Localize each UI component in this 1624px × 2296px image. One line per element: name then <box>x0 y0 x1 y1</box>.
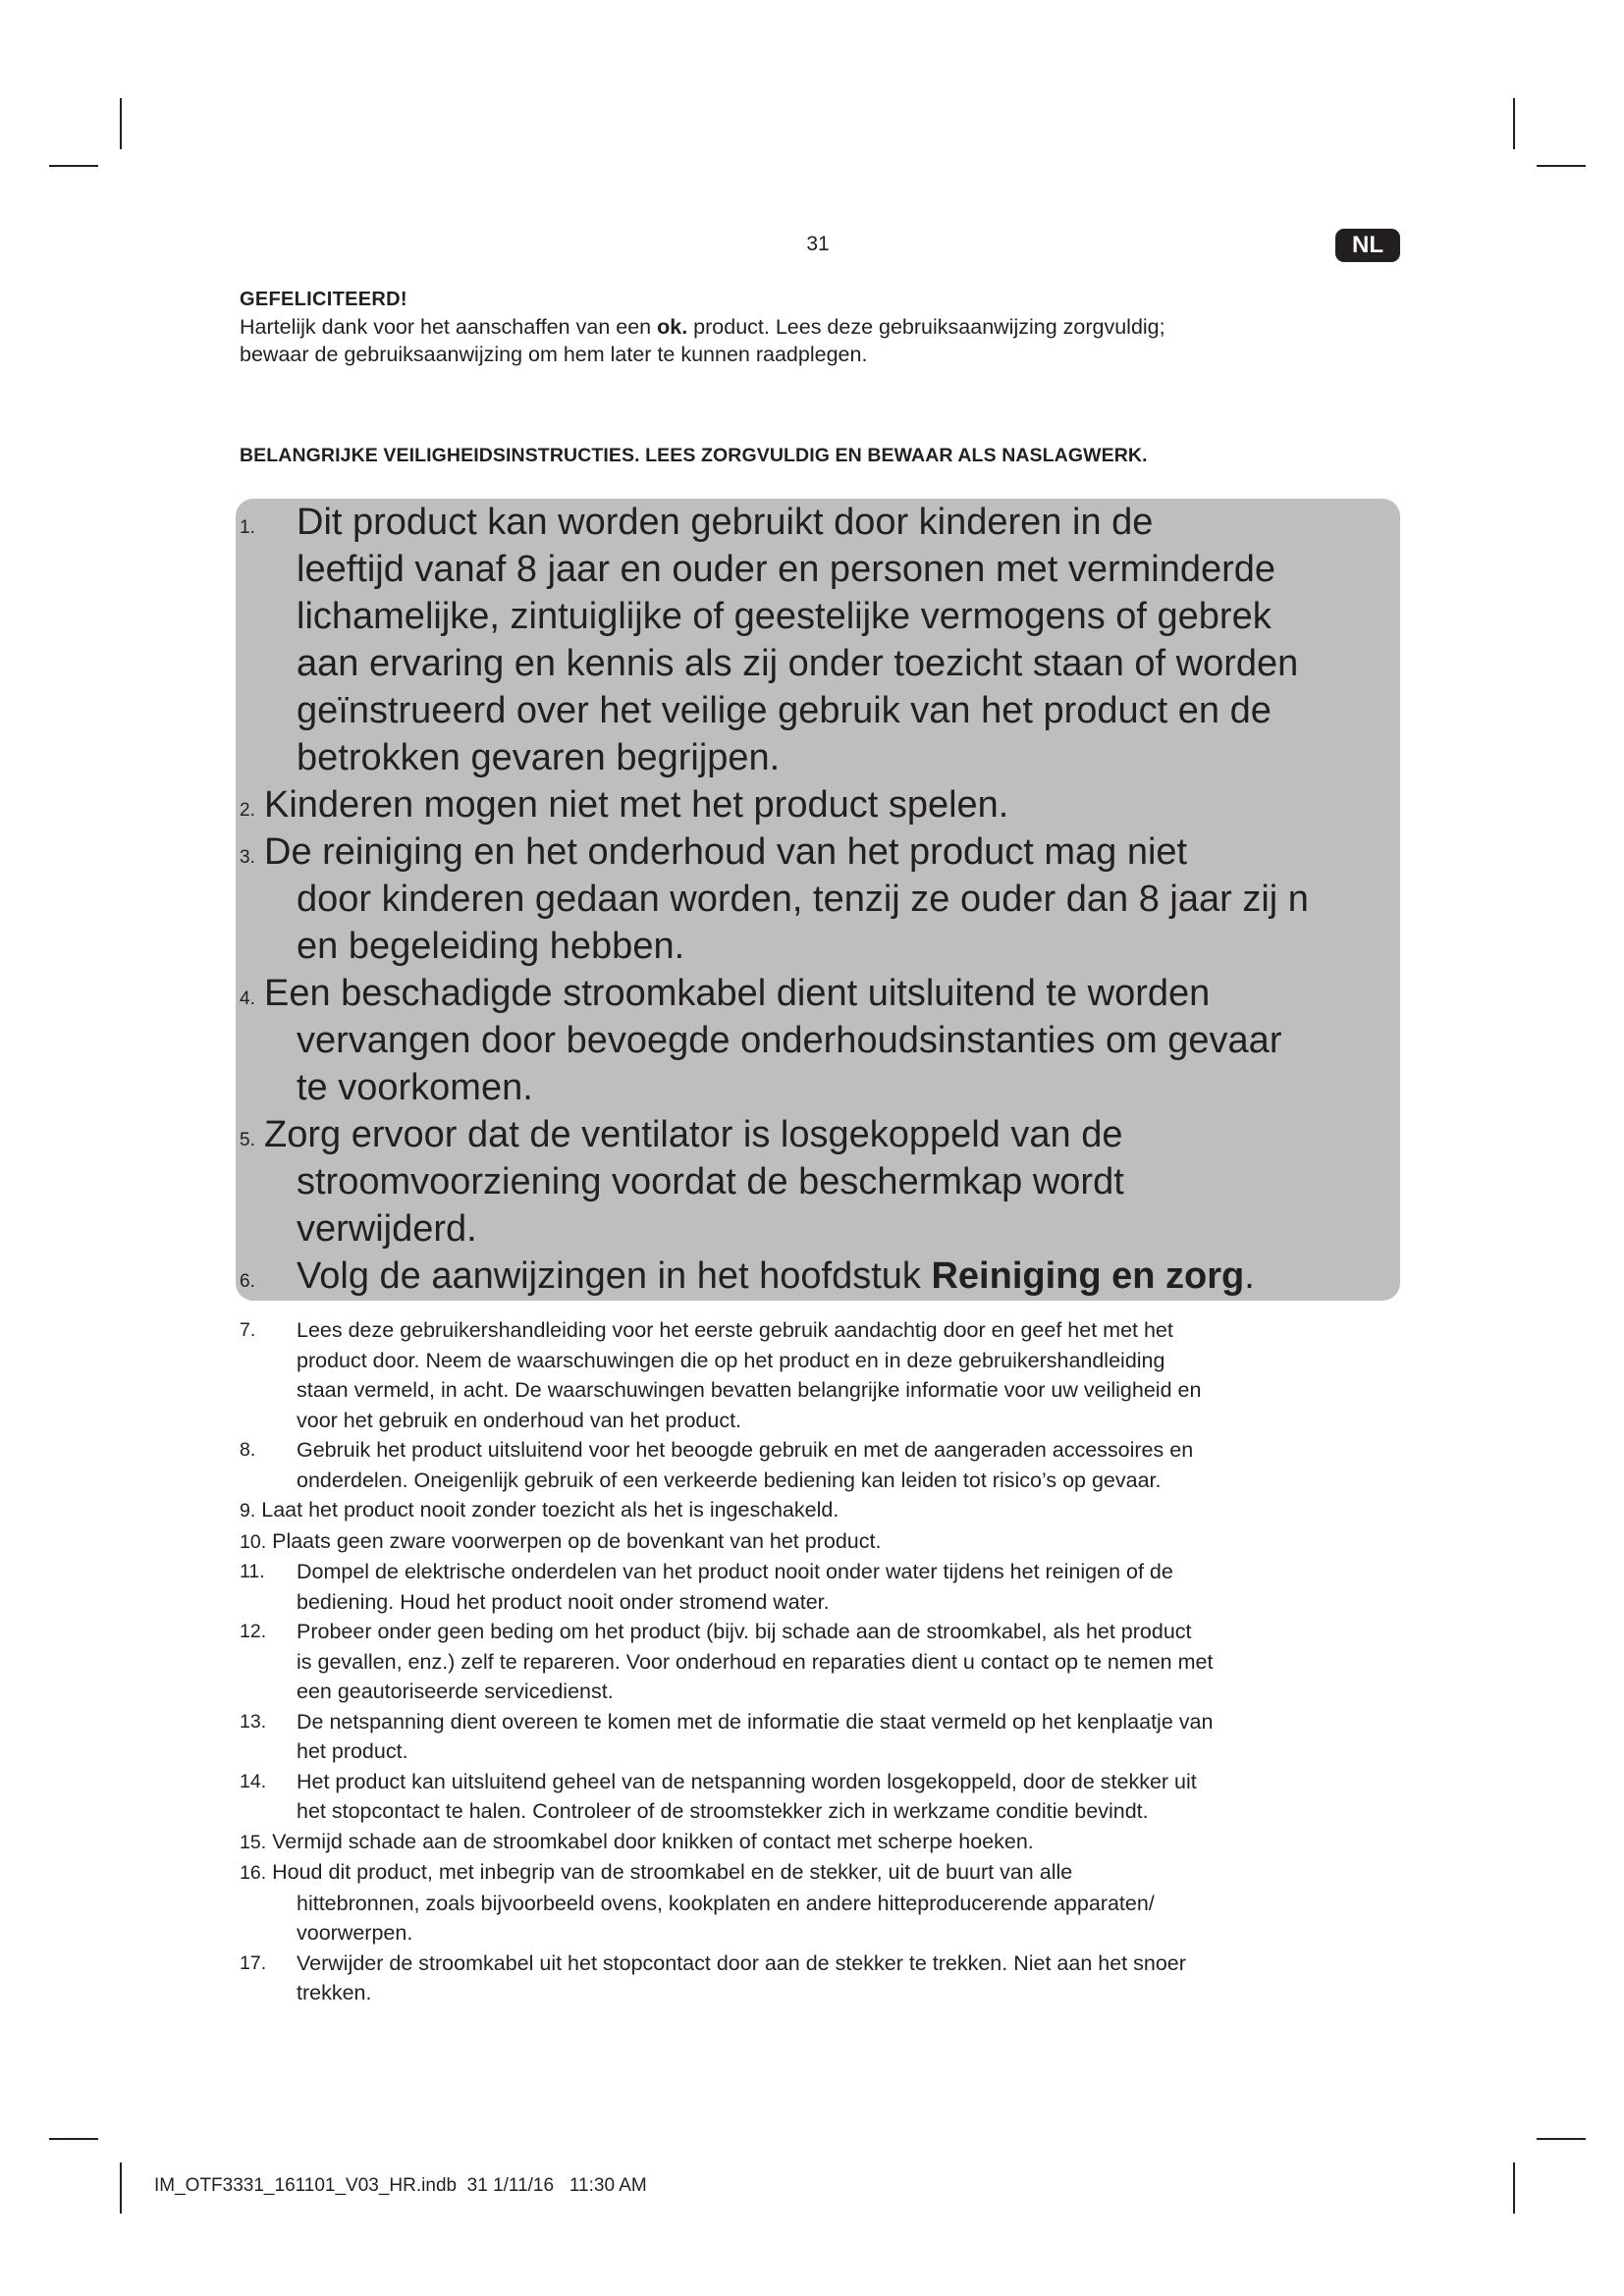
warning-line: Kinderen mogen niet met het product spelen. <box>264 784 1009 826</box>
warning-line: De reiniging en het onderhoud van het product mag niet <box>264 831 1188 873</box>
warning-line: te voorkomen. <box>297 1067 533 1108</box>
crop-mark-top-right-vertical <box>1513 98 1515 149</box>
language-badge: NL <box>1335 229 1400 262</box>
warning-line: Zorg ervoor dat de ventilator is losgekoppeld van de <box>264 1114 1123 1155</box>
instruction-item <box>240 1857 1418 1949</box>
instruction-line: Laat het product nooit zonder toezicht als het is ingeschakeld. <box>261 1498 839 1522</box>
instruction-item <box>240 1767 1418 1827</box>
instruction-number: 11. <box>240 1561 265 1582</box>
instruction-line: trekken. <box>297 1981 372 2004</box>
crop-mark-bottom-right-vertical <box>1513 2163 1515 2214</box>
instruction-line: Verwijder de stroomkabel uit het stopcontact door aan de stekker te trekken. Niet aan het snoer <box>297 1950 1186 1975</box>
safety-heading: BELANGRIJKE VEILIGHEIDSINSTRUCTIES. LEES ZORGVULDIG EN BEWAAR ALS NASLAGWERK. <box>240 445 1148 466</box>
intro-text-part: product. Lees deze gebruiksaanwijzing zorgvuldig; <box>687 315 1165 339</box>
brand-name: ok. <box>657 315 688 339</box>
warning-item <box>236 828 1473 970</box>
instruction-line: Plaats geen zware voorwerpen op de bovenkant van het product. <box>272 1528 882 1553</box>
instruction-item <box>240 1827 1418 1858</box>
instruction-number: 9. <box>240 1500 256 1522</box>
crop-mark-top-left-horizontal <box>49 165 98 167</box>
instruction-line: Houd dit product, met inbegrip van de stroomkabel en de stekker, uit de buurt van alle <box>272 1860 1073 1884</box>
warning-item-number: 4. <box>240 988 255 1009</box>
instruction-item <box>240 1435 1418 1495</box>
instruction-item <box>240 1495 1418 1526</box>
warning-item <box>236 781 1473 828</box>
warning-line: verwijderd. <box>297 1208 477 1250</box>
instruction-number: 17. <box>240 1951 267 1974</box>
instruction-item <box>240 1949 1418 2008</box>
instruction-line: Lees deze gebruikershandleiding voor het eerste gebruik aandachtig door en geef het met het <box>297 1318 1173 1342</box>
warning-item-number: 1. <box>240 517 255 538</box>
instruction-line: het product. <box>297 1739 408 1763</box>
instruction-number: 12. <box>240 1621 267 1642</box>
footer-time: 11:30 AM <box>568 2175 647 2196</box>
warning-line: leeftijd vanaf 8 jaar en ouder en personen met verminderde <box>297 549 1276 590</box>
warning-line: Dit product kan worden gebruikt door kinderen in de <box>297 502 1154 543</box>
instruction-item <box>240 1526 1418 1558</box>
warning-line: betrokken gevaren begrijpen. <box>297 737 781 778</box>
crop-mark-bottom-right-horizontal <box>1537 2138 1586 2140</box>
instruction-line: het stopcontact te halen. Controleer of de stroomstekker zich in werkzame conditie bevindt. <box>297 1799 1149 1823</box>
warning-line: lichamelijke, zintuiglijke of geestelijke vermogens of gebrek <box>297 596 1272 637</box>
warning-item <box>236 499 1473 781</box>
warning-line <box>297 1253 1473 1300</box>
instruction-line: hittebronnen, zoals bijvoorbeeld ovens, kookplaten en andere hitteproducerende apparaten/ <box>297 1891 1155 1915</box>
warning-line: Een beschadigde stroomkabel dient uitsluitend te worden <box>264 973 1211 1014</box>
warning-item <box>236 970 1473 1111</box>
instruction-number: 7. <box>240 1319 256 1341</box>
print-footer <box>154 2174 647 2198</box>
footer-date: 1/11/16 <box>493 2175 555 2196</box>
instruction-number: 15. <box>240 1831 267 1853</box>
warning-item-number: 6. <box>240 1271 255 1292</box>
instruction-number: 13. <box>240 1710 267 1733</box>
instruction-line: een geautoriseerde servicedienst. <box>297 1680 614 1703</box>
warning-line: stroomvoorziening voordat de beschermkap wordt <box>297 1161 1124 1202</box>
instruction-line: De netspanning dient overeen te komen met de informatie die staat vermeld op het kenplaatje van <box>297 1709 1214 1734</box>
instruction-line: voor het gebruik en onderhoud van het product. <box>297 1408 742 1432</box>
warning-item-number: 3. <box>240 847 255 868</box>
warning-text: Volg de aanwijzingen in het hoofdstuk <box>297 1255 932 1297</box>
intro-title: GEFELICITEERD! <box>240 289 407 310</box>
crop-mark-top-left-vertical <box>120 98 122 149</box>
warning-line: vervangen door bevoegde onderhoudsinstanties om gevaar <box>297 1020 1282 1061</box>
intro-text-line2: bewaar de gebruiksaanwijzing om hem later te kunnen raadplegen. <box>240 343 868 366</box>
instruction-line: Vermijd schade aan de stroomkabel door knikken of contact met scherpe hoeken. <box>272 1829 1034 1853</box>
instruction-number: 16. <box>240 1862 267 1884</box>
warning-line: door kinderen gedaan worden, tenzij ze ouder dan 8 jaar zij n <box>297 879 1309 920</box>
instruction-line: Probeer onder geen beding om het product (bijv. bij schade aan de stroomkabel, als het product <box>297 1620 1192 1643</box>
footer-page: 31 <box>466 2175 488 2196</box>
crop-mark-bottom-left-vertical <box>120 2163 122 2214</box>
warning-box <box>236 499 1400 1301</box>
warning-line: en begeleiding hebben. <box>297 926 685 967</box>
warning-line: geïnstrueerd over het veilige gebruik van het product en de <box>297 690 1272 731</box>
instruction-line: product door. Neem de waarschuwingen die op het product en in deze gebruikershandleiding <box>297 1348 1165 1372</box>
instruction-line: is gevallen, enz.) zelf te repareren. Voor onderhoud en reparaties dient u contact op te nemen met <box>297 1649 1214 1674</box>
instruction-line: staan vermeld, in acht. De waarschuwingen bevatten belangrijke informatie voor uw veiligheid en <box>297 1378 1202 1402</box>
instruction-number: 8. <box>240 1439 256 1461</box>
warning-text: . <box>1244 1255 1255 1297</box>
intro-section <box>240 286 1398 368</box>
chapter-reference: Reiniging en zorg <box>931 1255 1245 1297</box>
intro-text <box>240 313 1398 368</box>
instruction-line: Dompel de elektrische onderdelen van het product nooit onder water tijdens het reinigen of de <box>297 1560 1173 1583</box>
instruction-line: bediening. Houd het product nooit onder stromend water. <box>297 1589 830 1614</box>
instruction-line: voorwerpen. <box>297 1921 413 1945</box>
warning-item-number: 5. <box>240 1130 255 1150</box>
instruction-item <box>240 1315 1418 1435</box>
instruction-line: onderdelen. Oneigenlijk gebruik of een verkeerde bediening kan leiden tot risico’s op gevaar. <box>297 1468 1162 1492</box>
instruction-item <box>240 1707 1418 1767</box>
page-number: 31 <box>806 233 830 255</box>
crop-mark-bottom-left-horizontal <box>49 2138 98 2140</box>
instruction-item <box>240 1617 1418 1707</box>
warning-line: aan ervaring en kennis als zij onder toezicht staan of worden <box>297 643 1299 684</box>
footer-file: IM_OTF3331_161101_V03_HR.indb <box>154 2175 458 2196</box>
warning-item <box>236 1111 1473 1253</box>
intro-text-part: Hartelijk dank voor het aanschaffen van een <box>240 315 658 339</box>
warning-item <box>236 1253 1473 1300</box>
instruction-list <box>240 1315 1418 2008</box>
instruction-number: 10. <box>240 1530 267 1553</box>
crop-mark-top-right-horizontal <box>1537 165 1586 167</box>
instruction-line: Het product kan uitsluitend geheel van de netspanning worden losgekoppeld, door de stekker uit <box>297 1769 1197 1793</box>
warning-item-number: 2. <box>240 800 255 821</box>
instruction-line: Gebruik het product uitsluitend voor het beoogde gebruik en met de aangeraden accessoires en <box>297 1438 1194 1462</box>
instruction-item <box>240 1557 1418 1617</box>
warning-list <box>236 499 1473 1300</box>
instruction-number: 14. <box>240 1770 267 1792</box>
